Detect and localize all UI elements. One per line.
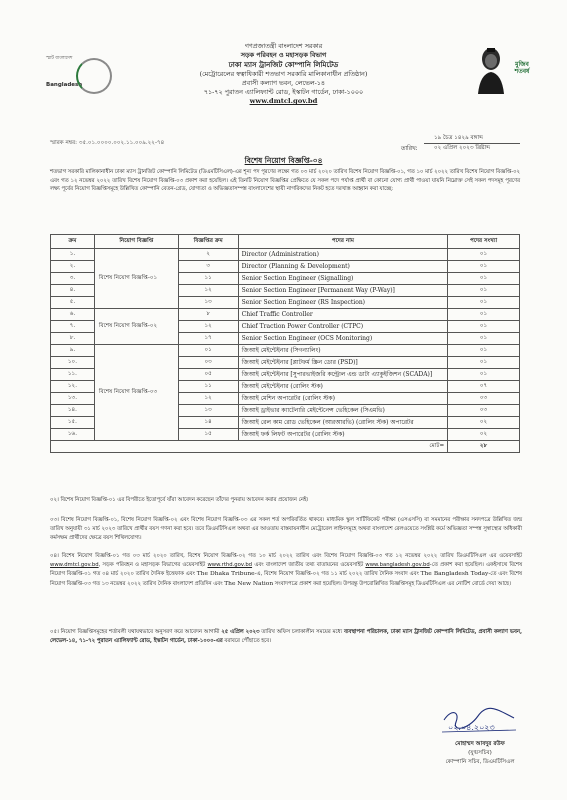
intro-paragraph: শতভাগ সরকারি মালিকানাধীন ঢাকা ম্যাস ট্রানজিট কোম্পানি লিমিটেড (ডিএমটিসিএল)-এর শূন্য পদ পূরণের লক্ষ্যে গত ০৩ মার্চ ২০২০ তারিখ বিশেষ নিয়োগ বিজ্ঞপ্তি-০১, গত ১০ মার্চ ২০২২ তারিখ বিশেষ নিয়োগ বিজ্ঞপ্তি-০২ এবং গত ১২ নভেম্বর ২০২২ তারিখ বিশেষ নিয়োগ বিজ্ঞপ্তি-০৩ প্রকাশ করা হয়েছিল। এই তিনটি নিয়োগ বিজ্ঞপ্তির প্রেক্ষিতে যে সকল পদে পর্যাপ্ত প্রার্থী বা কোনো যোগ্য প্রার্থী পাওয়া যায়নি নিম্নোক্ত সেই সকল পদসমূহ পূরণের লক্ষ্য পূর্বের নিয়োগ বিজ্ঞপ্তিসমূহে উল্লিখিত কোম্পানি বেতন-গ্রেড, যোগ্যতা ও অভিজ্ঞতাসম্পন্ন বাংলাদেশের স্থায়ী নাগরিকদের নিকট হতে দরখাস্ত আহ্বান করা যাচ্ছে: xyxy=(50,169,520,193)
cell-post-name: Senior Section Engineer (Signalling) xyxy=(238,273,448,285)
notice-title: বিশেষ নিয়োগ বিজ্ঞপ্তি-০৪ xyxy=(244,156,323,165)
p5-text-2: তারিখ অফিস চলাকালীন সময়ের মধ্যে xyxy=(259,629,344,635)
cell-post-name: Chief Traffic Controller xyxy=(238,309,448,321)
p4-text-7: সংবাদপত্রে প্রকাশ করা হয়েছিল। উপরন্তু উপরোল্লিখিত বিজ্ঞপ্তিসমূহ ডিএমটিসিএল এর নোটিশ বোর্ডে দেয়া আছে। xyxy=(273,580,511,587)
cell-serial: ৪. xyxy=(51,285,95,297)
paragraph-04 xyxy=(50,552,522,589)
cell-notice-serial: ১২ xyxy=(178,285,238,297)
cell-notice-serial: ১৩ xyxy=(178,405,238,417)
signatory-designation: কোম্পানি সচিব, ডিএমটিসিএল xyxy=(445,759,515,765)
handwritten-date: ০২.০৪.২০২৩ xyxy=(448,723,495,732)
header-subtitle: (মেট্রোরেলের স্বত্বাধিকারী শতভাগ সরকারি মালিকানাধীন প্রতিষ্ঠান) xyxy=(199,69,368,78)
logo-country-text: Bangladesh xyxy=(46,82,83,88)
date-english: ০২ এপ্রিল ২০২৩ খ্রিষ্টাব্দ xyxy=(434,145,491,151)
header-division: সড়ক পরিবহন ও মহাসড়ক বিভাগ xyxy=(240,51,327,60)
cell-post-count: ০১ xyxy=(448,333,520,345)
header-building: প্রবাসী কল্যাণ ভবন, লেভেল-১৪ xyxy=(241,78,326,87)
signatory-grade: (যুগ্মসচিব) xyxy=(468,750,492,756)
portrait-icon xyxy=(474,44,508,94)
cell-serial: ২. xyxy=(51,261,95,273)
memo-number xyxy=(50,139,164,148)
cell-post-name: জিআই ড্রাইভার ক্যাটেনারি মেইন্টেনেন্স ভেহিকেল (সিএমভি) xyxy=(238,405,448,417)
cell-post-name: Director (Planning & Development) xyxy=(238,261,448,273)
cell-serial: ৭. xyxy=(51,321,95,333)
cell-notice-serial: ১৭ xyxy=(178,333,238,345)
handwritten-signature xyxy=(438,706,520,736)
paragraph-05 xyxy=(50,628,522,646)
cell-post-name: Senior Section Engineer (RS Inspection) xyxy=(238,297,448,309)
total-label: মোট= xyxy=(238,441,448,453)
posts-table xyxy=(50,234,520,453)
header-serial: ক্রম xyxy=(51,235,95,249)
header-notice: নিয়োগ বিজ্ঞপ্তি xyxy=(94,235,178,249)
cell-serial: ১২. xyxy=(51,381,95,393)
cell-serial: ৮. xyxy=(51,333,95,345)
cell-notice-serial: ৩ xyxy=(178,261,238,273)
mujib-badge-text: মুজিব শতবর্ষ xyxy=(514,61,530,75)
header-website-link[interactable]: www.dmtcl.gov.bd xyxy=(249,97,318,106)
cell-post-count: ০২ xyxy=(448,429,520,441)
newspaper-dhaka-tribune: The Dhaka Tribune xyxy=(196,571,255,578)
dmtcl-website-link[interactable]: www.dmtcl.gov.bd xyxy=(50,562,99,569)
cell-notice-serial: ৮ xyxy=(178,309,238,321)
cell-post-count: ০৩ xyxy=(448,393,520,405)
cell-serial: ৬. xyxy=(51,309,95,321)
memo-value: ৩৫.০১.০০০০.০০২.১১.০০৯.২২-৭৪ xyxy=(78,140,165,146)
cell-serial: ৫. xyxy=(51,297,95,309)
cell-post-count: ০১ xyxy=(448,357,520,369)
cell-post-name: জিআই রেল কাম রোড ভেহিকেল (আরআরভি) (রোলিং স্টক) অপারেটর xyxy=(238,417,448,429)
cell-serial: ১৩. xyxy=(51,393,95,405)
cell-notice-serial: ০১ xyxy=(178,345,238,357)
p5-text-1: ০৫। নিয়োগ বিজ্ঞপ্তিসমূহের শর্তাবলী যথাযথভাবে অনুসরণ করে আবেদন আগামী xyxy=(50,629,222,635)
newspaper-bangladesh-today: The Bangladesh Today xyxy=(420,571,489,578)
header-post-count: পদের সংখ্যা xyxy=(448,235,520,249)
cell-post-count: ০১ xyxy=(448,309,520,321)
cell-post-name: জিআই মেইন্টেইনার (সিগন্যালিং) xyxy=(238,345,448,357)
header-address: ৭১-৭২ পুরাতন এ্যালিফ্যান্ট রোড, ইস্কাটন গার্ডেন, ঢাকা-১০০০ xyxy=(203,88,364,97)
cell-notice-serial: ১১ xyxy=(178,273,238,285)
signatory-name: মোহাম্মদ আবদুর রউফ xyxy=(455,741,505,747)
cell-notice: বিশেষ নিয়োগ বিজ্ঞপ্তি-০২ xyxy=(94,309,178,345)
header-government: গণপ্রজাতন্ত্রী বাংলাদেশ সরকার xyxy=(244,42,323,50)
logo-ring-icon xyxy=(76,58,112,94)
header-post-name: পদের নাম xyxy=(238,235,448,249)
cell-notice-serial: ০৫ xyxy=(178,369,238,381)
cell-notice-serial: ২ xyxy=(178,249,238,261)
cell-notice-serial: ১১ xyxy=(178,381,238,393)
cell-post-count: ০১ xyxy=(448,321,520,333)
memo-label: স্মারক নম্বর: xyxy=(50,140,79,146)
table-row xyxy=(51,249,520,261)
cell-post-name: Chief Traction Power Controller (CTPC) xyxy=(238,321,448,333)
newspaper-new-nation: The New Nation xyxy=(224,580,274,587)
rthd-website-link[interactable]: www.rthd.gov.bd xyxy=(207,562,253,569)
cell-post-count: ০১ xyxy=(448,297,520,309)
cell-post-count: ০১ xyxy=(448,285,520,297)
paragraph-03: ০৩। বিশেষ নিয়োগ বিজ্ঞপ্তি-০১, বিশেষ নিয়োগ বিজ্ঞপ্তি-০২ এবং বিশেষ নিয়োগ বিজ্ঞপ্তি-০৩ এর সকল শর্ত অপরিবর্তিত থাকবে। মাধ্যমিক স্কুল সার্টিফিকেট পরীক্ষা (এসএসসি) বা সমমানের পরীক্ষার সনদপত্রে উল্লিখিত জন্ম তারিখ অনুযায়ী ৩১ মার্চ ২০২৩ তারিখে প্রার্থীর বয়স গণনা করা হবে। তবে ডিএমটিসিএল অথবা এর আওতায় বাস্তবায়নাধীন মেট্রোরেল লাইনসমূহে অথবা বাংলাদেশ রেলওয়েতে সংশ্লিষ্ট কর্মে অভিজ্ঞতা সম্পন্ন সুস্বাস্থ্যের অধিকারী কর্মসক্ষম প্রার্থীদের ক্ষেত্রে বয়স শিথিলযোগ্য। xyxy=(50,517,522,542)
cell-post-count: ০১ xyxy=(448,273,520,285)
cell-post-count: ০১ xyxy=(448,369,520,381)
date-bangla: ১৯ চৈত্র ১৪২৯ বঙ্গাব্দ xyxy=(424,134,520,144)
cell-post-name: জিআই মেইন্টেইনার [সুপারভাইজরি কন্ট্রোল এন্ড ডাটা এ্যাকুইজিশন (SCADA)] xyxy=(238,369,448,381)
table-body xyxy=(51,249,520,453)
cell-notice-serial: ১৩ xyxy=(178,297,238,309)
cell-notice-serial: ১২ xyxy=(178,321,238,333)
table-row xyxy=(51,345,520,357)
bangladesh-portal-link[interactable]: www.bangladesh.gov.bd xyxy=(365,562,430,569)
cell-post-name: Senior Section Engineer (OCS Monitoring) xyxy=(238,333,448,345)
cell-post-name: Director (Administration) xyxy=(238,249,448,261)
cell-serial: ১০. xyxy=(51,357,95,369)
p5-text-3: বরাবরে পৌঁছাতে হবে। xyxy=(222,638,272,645)
signatory-block xyxy=(430,740,530,767)
cell-notice-serial: ০৩ xyxy=(178,357,238,369)
cell-post-count: ০৩ xyxy=(448,405,520,417)
cell-post-name: Senior Section Engineer [Permanent Way (P-Way)] xyxy=(238,285,448,297)
cell-serial: ৩. xyxy=(51,273,95,285)
header-company: ঢাকা ম্যাস ট্রানজিট কোম্পানি লিমিটেড xyxy=(228,60,339,70)
application-deadline: ২৫ এপ্রিল ২০২৩ xyxy=(221,629,260,635)
date-box xyxy=(424,134,520,153)
application-addressee: ব্যবস্থাপনা পরিচালক, ঢাকা ম্যাস ট্রানজিট কোম্পানি লিমিটেড, প্রবাসী কল্যাণ ভবন, লেভেল-১৪, ৭১-৭২ পুরাতন এ্যালিফ্যান্ট রোড, ইস্কাটন গার্ডেন, ঢাকা-১০০০-এর xyxy=(50,629,522,645)
cell-post-count: ০২ xyxy=(448,417,520,429)
cell-post-name: জিআই মেশিন অপারেটর (রোলিং স্টক) xyxy=(238,393,448,405)
total-spacer xyxy=(51,441,239,453)
cell-post-count: ০১ xyxy=(448,261,520,273)
letterhead xyxy=(120,42,447,106)
cell-serial: ১৬. xyxy=(51,429,95,441)
p4-text-3: এবং বাংলাদেশ জাতীয় তথ্য বাতায়নের ওয়েবসাইট xyxy=(252,562,366,569)
smart-bangladesh-logo xyxy=(46,52,126,100)
p4-text-1: ০৪। বিশেষ নিয়োগ বিজ্ঞপ্তি-০১ গত ০৩ মার্চ ২০২০ তারিখ, বিশেষ নিয়োগ বিজ্ঞপ্তি-০২ গত ১০ মার্চ ২০২২ তারিখ এবং বিশেষ নিয়োগ বিজ্ঞপ্তি-০৩ গত ১২ নভেম্বর ২০২২ তারিখ ডিএমটিসিএল এর ওয়েবসাইট xyxy=(50,553,522,559)
cell-notice-serial: ১৪ xyxy=(178,417,238,429)
cell-post-name: জিআই মেইন্টেইনার [প্লাটফর্ম স্ক্রিন ডোর (PSD)] xyxy=(238,357,448,369)
cell-serial: ১১. xyxy=(51,369,95,381)
table-header-row xyxy=(51,235,520,249)
cell-post-name: জিআই মেইন্টেইনার (রোলিং স্টক) xyxy=(238,381,448,393)
date-label: তারিখ: xyxy=(401,146,418,152)
cell-serial: ১৪. xyxy=(51,405,95,417)
logo-mark-text: স্মার্ট বাংলাদেশ xyxy=(46,56,73,61)
cell-serial: ৯. xyxy=(51,345,95,357)
total-value: ২৮ xyxy=(448,441,520,453)
cell-notice-serial: ১২ xyxy=(178,393,238,405)
cell-serial: ১. xyxy=(51,249,95,261)
p4-text-2: , সড়ক পরিবহন ও মহাসড়ক বিভাগের ওয়েবসাইট xyxy=(98,562,208,569)
cell-post-count: ০৭ xyxy=(448,381,520,393)
paragraph-02: ০২। বিশেষ নিয়োগ বিজ্ঞপ্তি-০১ এর বিপরীতে ইতোপূর্বে যাঁরা আবেদন করেছেন তাঁদের পুনরায় আবেদন করার প্রয়োজন নেই। xyxy=(50,497,309,503)
cell-notice: বিশেষ নিয়োগ বিজ্ঞপ্তি-০৩ xyxy=(94,345,178,441)
p4-text-5: -এ, বিশেষ নিয়োগ বিজ্ঞপ্তি-০২ গত ১১ মার্চ ২০২২ তারিখ দৈনিক সংবাদ এবং xyxy=(254,571,421,578)
p4-text-6: -তে এবং বিশেষ নিয়োগ বিজ্ঞপ্তি-০৩ গত ১৩ নভেম্বর ২০২২ তারিখ দৈনিক বাংলাদেশ প্রতিদিন এবং xyxy=(50,571,522,587)
header-notice-serial: বিজ্ঞপ্তির ক্রম xyxy=(178,235,238,249)
cell-notice: বিশেষ নিয়োগ বিজ্ঞপ্তি-০১ xyxy=(94,249,178,309)
table-total-row xyxy=(51,441,520,453)
cell-notice-serial: ১৫ xyxy=(178,429,238,441)
p4-text-4: -তে প্রকাশ করা হয়েছিল। একইসাথে বিশেষ নিয়োগ বিজ্ঞপ্তি-০১ গত ০৪ মার্চ ২০২০ তারিখ দৈনিক ইত্তেফাক এবং xyxy=(50,562,522,578)
cell-post-count: ০১ xyxy=(448,249,520,261)
table-row xyxy=(51,309,520,321)
cell-post-count: ০১ xyxy=(448,345,520,357)
cell-post-name: জিআই ফর্ক লিফট অপারেটর (রোলিং স্টক) xyxy=(238,429,448,441)
mujib-centenary-logo xyxy=(474,44,538,96)
cell-serial: ১৫. xyxy=(51,417,95,429)
